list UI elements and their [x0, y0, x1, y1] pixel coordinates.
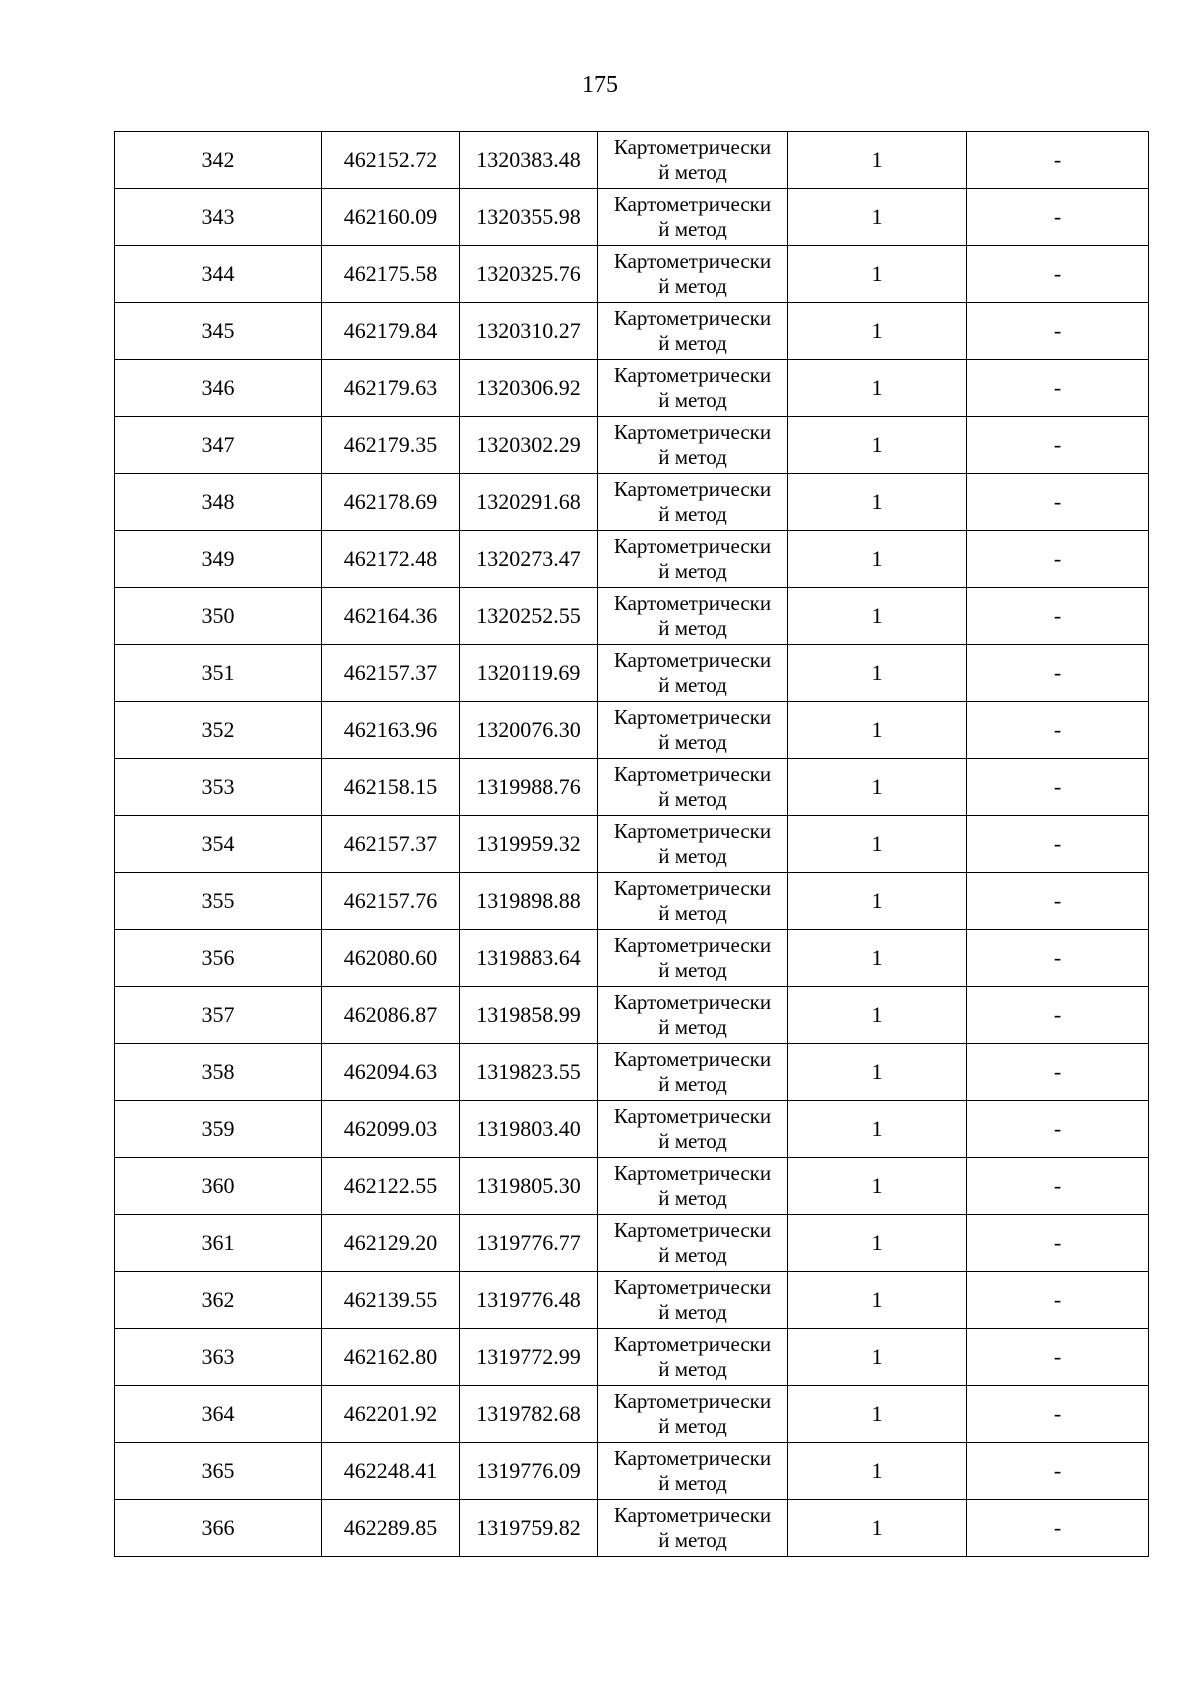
method-cell — [598, 1044, 788, 1101]
note-cell: - — [967, 759, 1149, 816]
method-text: й метод — [658, 730, 727, 754]
method-cell — [598, 417, 788, 474]
x-coordinate-cell: 462179.63 — [322, 360, 460, 417]
y-coordinate-cell: 1319858.99 — [460, 987, 598, 1044]
method-text: й метод — [658, 1528, 727, 1552]
x-coordinate-cell: 462157.76 — [322, 873, 460, 930]
method-text: Картометрически — [613, 648, 772, 672]
table-row — [115, 132, 1149, 189]
method-text: Картометрически — [613, 306, 772, 330]
point-number-cell: 343 — [115, 189, 322, 246]
accuracy-cell: 1 — [788, 1158, 967, 1215]
point-number-cell: 344 — [115, 246, 322, 303]
x-coordinate-cell: 462179.84 — [322, 303, 460, 360]
point-number-cell: 365 — [115, 1443, 322, 1500]
method-cell — [598, 531, 788, 588]
coordinates-table — [114, 131, 1149, 1557]
y-coordinate-cell: 1320252.55 — [460, 588, 598, 645]
method-cell — [598, 132, 788, 189]
method-text: Картометрически — [613, 933, 772, 957]
x-coordinate-cell: 462157.37 — [322, 816, 460, 873]
method-text: й метод — [658, 901, 727, 925]
method-text: й метод — [658, 1015, 727, 1039]
method-text: Картометрически — [613, 192, 772, 216]
point-number-cell: 347 — [115, 417, 322, 474]
method-cell — [598, 930, 788, 987]
method-cell — [598, 816, 788, 873]
x-coordinate-cell: 462178.69 — [322, 474, 460, 531]
accuracy-cell: 1 — [788, 588, 967, 645]
note-cell: - — [967, 873, 1149, 930]
table-row — [115, 1443, 1149, 1500]
table-row — [115, 1386, 1149, 1443]
method-text: й метод — [658, 331, 727, 355]
table-row — [115, 816, 1149, 873]
point-number-cell: 356 — [115, 930, 322, 987]
note-cell: - — [967, 1158, 1149, 1215]
x-coordinate-cell: 462129.20 — [322, 1215, 460, 1272]
table-row — [115, 930, 1149, 987]
method-text: Картометрически — [613, 363, 772, 387]
y-coordinate-cell: 1319759.82 — [460, 1500, 598, 1557]
method-cell — [598, 645, 788, 702]
table-row — [115, 1044, 1149, 1101]
y-coordinate-cell: 1319776.09 — [460, 1443, 598, 1500]
method-text: Картометрически — [613, 990, 772, 1014]
accuracy-cell: 1 — [788, 132, 967, 189]
method-text: Картометрически — [613, 705, 772, 729]
note-cell: - — [967, 930, 1149, 987]
y-coordinate-cell: 1320306.92 — [460, 360, 598, 417]
accuracy-cell: 1 — [788, 987, 967, 1044]
table-row — [115, 531, 1149, 588]
x-coordinate-cell: 462094.63 — [322, 1044, 460, 1101]
x-coordinate-cell: 462086.87 — [322, 987, 460, 1044]
coordinates-table-body — [115, 132, 1149, 1557]
point-number-cell: 345 — [115, 303, 322, 360]
note-cell: - — [967, 1386, 1149, 1443]
accuracy-cell: 1 — [788, 189, 967, 246]
note-cell: - — [967, 816, 1149, 873]
table-row — [115, 987, 1149, 1044]
method-text: й метод — [658, 1186, 727, 1210]
point-number-cell: 362 — [115, 1272, 322, 1329]
page-number: 175 — [582, 72, 618, 98]
accuracy-cell: 1 — [788, 1443, 967, 1500]
note-cell: - — [967, 1101, 1149, 1158]
accuracy-cell: 1 — [788, 1101, 967, 1158]
method-text: Картометрически — [613, 876, 772, 900]
point-number-cell: 363 — [115, 1329, 322, 1386]
note-cell: - — [967, 1443, 1149, 1500]
note-cell: - — [967, 987, 1149, 1044]
y-coordinate-cell: 1320076.30 — [460, 702, 598, 759]
method-text: й метод — [658, 160, 727, 184]
table-row — [115, 1158, 1149, 1215]
y-coordinate-cell: 1320310.27 — [460, 303, 598, 360]
method-cell — [598, 1386, 788, 1443]
method-cell — [598, 873, 788, 930]
x-coordinate-cell: 462248.41 — [322, 1443, 460, 1500]
method-text: й метод — [658, 1471, 727, 1495]
method-cell — [598, 1443, 788, 1500]
x-coordinate-cell: 462172.48 — [322, 531, 460, 588]
y-coordinate-cell: 1320302.29 — [460, 417, 598, 474]
table-row — [115, 1101, 1149, 1158]
method-text: й метод — [658, 958, 727, 982]
point-number-cell: 351 — [115, 645, 322, 702]
accuracy-cell: 1 — [788, 474, 967, 531]
y-coordinate-cell: 1319959.32 — [460, 816, 598, 873]
y-coordinate-cell: 1319776.77 — [460, 1215, 598, 1272]
method-text: й метод — [658, 559, 727, 583]
method-text: Картометрически — [613, 1503, 772, 1527]
x-coordinate-cell: 462152.72 — [322, 132, 460, 189]
method-cell — [598, 1329, 788, 1386]
method-text: Картометрически — [613, 135, 772, 159]
method-text: й метод — [658, 844, 727, 868]
accuracy-cell: 1 — [788, 531, 967, 588]
table-row — [115, 189, 1149, 246]
note-cell: - — [967, 588, 1149, 645]
method-cell — [598, 1158, 788, 1215]
point-number-cell: 346 — [115, 360, 322, 417]
method-text: Картометрически — [613, 1389, 772, 1413]
x-coordinate-cell: 462289.85 — [322, 1500, 460, 1557]
method-text: Картометрически — [613, 1104, 772, 1128]
table-row — [115, 702, 1149, 759]
table-row — [115, 873, 1149, 930]
note-cell: - — [967, 1044, 1149, 1101]
y-coordinate-cell: 1320273.47 — [460, 531, 598, 588]
table-row — [115, 759, 1149, 816]
x-coordinate-cell: 462201.92 — [322, 1386, 460, 1443]
accuracy-cell: 1 — [788, 1044, 967, 1101]
x-coordinate-cell: 462139.55 — [322, 1272, 460, 1329]
accuracy-cell: 1 — [788, 1386, 967, 1443]
y-coordinate-cell: 1319803.40 — [460, 1101, 598, 1158]
method-cell — [598, 474, 788, 531]
method-text: й метод — [658, 388, 727, 412]
accuracy-cell: 1 — [788, 417, 967, 474]
method-text: й метод — [658, 1129, 727, 1153]
table-row — [115, 417, 1149, 474]
method-text: Картометрически — [613, 534, 772, 558]
point-number-cell: 349 — [115, 531, 322, 588]
method-text: й метод — [658, 1243, 727, 1267]
method-text: й метод — [658, 1357, 727, 1381]
y-coordinate-cell: 1319898.88 — [460, 873, 598, 930]
y-coordinate-cell: 1319823.55 — [460, 1044, 598, 1101]
x-coordinate-cell: 462160.09 — [322, 189, 460, 246]
x-coordinate-cell: 462162.80 — [322, 1329, 460, 1386]
method-text: Картометрически — [613, 819, 772, 843]
point-number-cell: 353 — [115, 759, 322, 816]
accuracy-cell: 1 — [788, 816, 967, 873]
table-row — [115, 588, 1149, 645]
method-text: й метод — [658, 274, 727, 298]
accuracy-cell: 1 — [788, 873, 967, 930]
x-coordinate-cell: 462080.60 — [322, 930, 460, 987]
table-row — [115, 474, 1149, 531]
method-text: й метод — [658, 1414, 727, 1438]
note-cell: - — [967, 303, 1149, 360]
accuracy-cell: 1 — [788, 1272, 967, 1329]
method-text: й метод — [658, 445, 727, 469]
point-number-cell: 357 — [115, 987, 322, 1044]
table-row — [115, 645, 1149, 702]
method-cell — [598, 189, 788, 246]
method-cell — [598, 303, 788, 360]
x-coordinate-cell: 462179.35 — [322, 417, 460, 474]
table-row — [115, 1272, 1149, 1329]
note-cell: - — [967, 702, 1149, 759]
note-cell: - — [967, 474, 1149, 531]
method-text: Картометрически — [613, 249, 772, 273]
method-text: й метод — [658, 616, 727, 640]
note-cell: - — [967, 531, 1149, 588]
method-cell — [598, 987, 788, 1044]
y-coordinate-cell: 1320383.48 — [460, 132, 598, 189]
y-coordinate-cell: 1320355.98 — [460, 189, 598, 246]
point-number-cell: 366 — [115, 1500, 322, 1557]
x-coordinate-cell: 462099.03 — [322, 1101, 460, 1158]
y-coordinate-cell: 1319776.48 — [460, 1272, 598, 1329]
table-row — [115, 303, 1149, 360]
accuracy-cell: 1 — [788, 303, 967, 360]
y-coordinate-cell: 1319883.64 — [460, 930, 598, 987]
method-text: Картометрически — [613, 420, 772, 444]
x-coordinate-cell: 462122.55 — [322, 1158, 460, 1215]
note-cell: - — [967, 1272, 1149, 1329]
table-row — [115, 1215, 1149, 1272]
method-text: Картометрически — [613, 477, 772, 501]
accuracy-cell: 1 — [788, 1500, 967, 1557]
point-number-cell: 350 — [115, 588, 322, 645]
accuracy-cell: 1 — [788, 702, 967, 759]
point-number-cell: 355 — [115, 873, 322, 930]
point-number-cell: 360 — [115, 1158, 322, 1215]
table-row — [115, 1500, 1149, 1557]
x-coordinate-cell: 462157.37 — [322, 645, 460, 702]
point-number-cell: 348 — [115, 474, 322, 531]
method-text: Картометрически — [613, 762, 772, 786]
note-cell: - — [967, 246, 1149, 303]
method-cell — [598, 1272, 788, 1329]
note-cell: - — [967, 1215, 1149, 1272]
table-row — [115, 246, 1149, 303]
note-cell: - — [967, 189, 1149, 246]
accuracy-cell: 1 — [788, 246, 967, 303]
point-number-cell: 352 — [115, 702, 322, 759]
y-coordinate-cell: 1319782.68 — [460, 1386, 598, 1443]
method-text: Картометрически — [613, 591, 772, 615]
method-cell — [598, 1500, 788, 1557]
x-coordinate-cell: 462163.96 — [322, 702, 460, 759]
accuracy-cell: 1 — [788, 759, 967, 816]
method-text: Картометрически — [613, 1047, 772, 1071]
y-coordinate-cell: 1320291.68 — [460, 474, 598, 531]
note-cell: - — [967, 417, 1149, 474]
method-text: й метод — [658, 217, 727, 241]
accuracy-cell: 1 — [788, 360, 967, 417]
method-text: Картометрически — [613, 1218, 772, 1242]
method-cell — [598, 1215, 788, 1272]
method-text: Картометрически — [613, 1332, 772, 1356]
point-number-cell: 359 — [115, 1101, 322, 1158]
note-cell: - — [967, 132, 1149, 189]
method-cell — [598, 759, 788, 816]
method-cell — [598, 360, 788, 417]
method-text: й метод — [658, 1300, 727, 1324]
method-cell — [598, 246, 788, 303]
method-text: Картометрически — [613, 1161, 772, 1185]
y-coordinate-cell: 1319772.99 — [460, 1329, 598, 1386]
method-text: й метод — [658, 1072, 727, 1096]
point-number-cell: 361 — [115, 1215, 322, 1272]
x-coordinate-cell: 462175.58 — [322, 246, 460, 303]
method-text: Картометрически — [613, 1275, 772, 1299]
method-text: й метод — [658, 673, 727, 697]
note-cell: - — [967, 1500, 1149, 1557]
accuracy-cell: 1 — [788, 645, 967, 702]
point-number-cell: 358 — [115, 1044, 322, 1101]
method-cell — [598, 588, 788, 645]
note-cell: - — [967, 1329, 1149, 1386]
method-cell — [598, 1101, 788, 1158]
y-coordinate-cell: 1320325.76 — [460, 246, 598, 303]
note-cell: - — [967, 360, 1149, 417]
x-coordinate-cell: 462164.36 — [322, 588, 460, 645]
method-text: й метод — [658, 502, 727, 526]
table-row — [115, 1329, 1149, 1386]
y-coordinate-cell: 1319988.76 — [460, 759, 598, 816]
y-coordinate-cell: 1320119.69 — [460, 645, 598, 702]
point-number-cell: 342 — [115, 132, 322, 189]
x-coordinate-cell: 462158.15 — [322, 759, 460, 816]
point-number-cell: 354 — [115, 816, 322, 873]
note-cell: - — [967, 645, 1149, 702]
table-row — [115, 360, 1149, 417]
method-cell — [598, 702, 788, 759]
y-coordinate-cell: 1319805.30 — [460, 1158, 598, 1215]
point-number-cell: 364 — [115, 1386, 322, 1443]
accuracy-cell: 1 — [788, 1329, 967, 1386]
accuracy-cell: 1 — [788, 930, 967, 987]
method-text: й метод — [658, 787, 727, 811]
method-text: Картометрически — [613, 1446, 772, 1470]
accuracy-cell: 1 — [788, 1215, 967, 1272]
